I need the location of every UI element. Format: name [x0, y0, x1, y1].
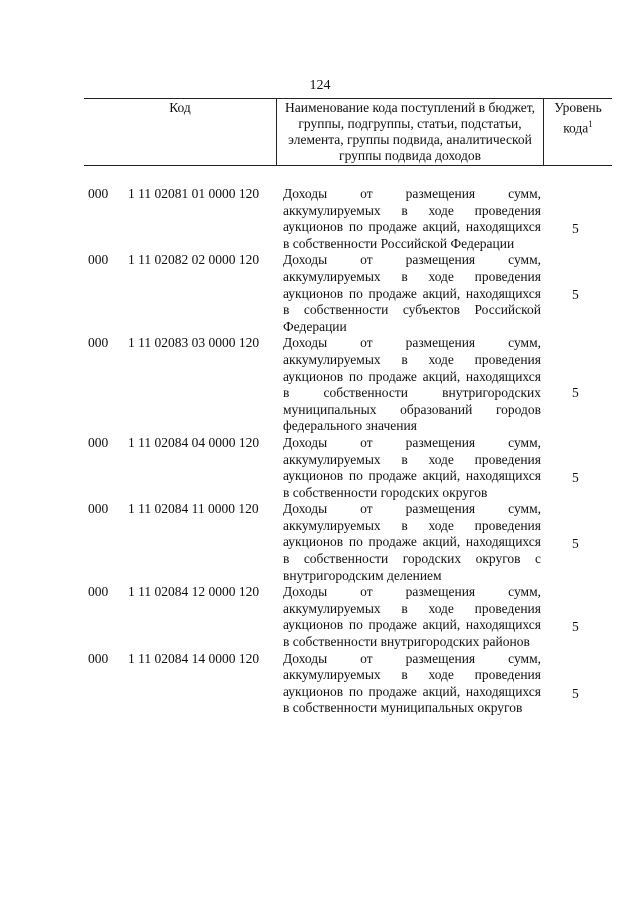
table-row — [84, 501, 612, 584]
row-level: 5 — [572, 685, 579, 701]
table-header — [84, 98, 612, 166]
row-level: 5 — [572, 385, 579, 401]
row-name: Доходы от размещения сумм, аккумулируемых в ходе проведения аукционов по продаже акций, находящихся в собственности муниципальных округов — [283, 650, 541, 716]
header-code: Код — [169, 100, 191, 115]
row-name: Доходы от размещения сумм, аккумулируемых в ходе проведения аукционов по продаже акций, находящихся в собственности внутригородских муниципальных образований городов федерального значения — [283, 335, 541, 434]
row-level: 5 — [572, 221, 579, 236]
page-number: 124 — [309, 78, 331, 93]
row-code: 1 11 02083 03 0000 120 — [128, 335, 260, 351]
row-admin-code: 000 — [88, 434, 109, 450]
row-admin-code: 000 — [88, 252, 109, 268]
row-admin-code: 000 — [88, 186, 109, 201]
row-code: 1 11 02081 01 0000 120 — [128, 186, 260, 201]
header-level-footnote: 1 — [588, 119, 593, 129]
header-level — [544, 99, 612, 166]
table-body — [84, 186, 612, 717]
row-code: 1 11 02082 02 0000 120 — [128, 252, 260, 268]
row-name: Доходы от размещения сумм, аккумулируемых в ходе проведения аукционов по продаже акций, находящихся в собственности городских округов с внутригородским делением — [283, 501, 541, 583]
row-code: 1 11 02084 12 0000 120 — [128, 584, 260, 600]
row-level: 5 — [572, 619, 579, 635]
row-name: Доходы от размещения сумм, аккумулируемых в ходе проведения аукционов по продаже акций, находящихся в собственности субъектов Российской Федерации — [283, 252, 541, 334]
table-row — [84, 335, 612, 435]
table-row — [84, 651, 612, 717]
row-level: 5 — [572, 469, 579, 485]
row-level: 5 — [572, 287, 579, 303]
row-name: Доходы от размещения сумм, аккумулируемых в ходе проведения аукционов по продаже акций, находящихся в собственности Российской Федерации — [283, 186, 541, 251]
table-row — [84, 435, 612, 501]
row-name: Доходы от размещения сумм, аккумулируемых в ходе проведения аукционов по продаже акций, находящихся в собственности городских округов — [283, 434, 541, 500]
row-code: 1 11 02084 14 0000 120 — [128, 650, 260, 666]
header-level-label: Уровень кода — [554, 100, 602, 136]
row-admin-code: 000 — [88, 584, 109, 600]
row-admin-code: 000 — [88, 501, 109, 517]
table-row — [84, 252, 612, 335]
row-admin-code: 000 — [88, 335, 109, 351]
table-row — [84, 584, 612, 650]
row-level: 5 — [572, 536, 579, 552]
row-name: Доходы от размещения сумм, аккумулируемых в ходе проведения аукционов по продаже акций, находящихся в собственности внутригородских районов — [283, 584, 541, 650]
row-code: 1 11 02084 04 0000 120 — [128, 434, 260, 450]
header-name: Наименование кода поступлений в бюджет, группы, подгруппы, статьи, подстатьи, элемента, группы подвида, аналитической группы подвида доходов — [276, 99, 544, 165]
row-admin-code: 000 — [88, 650, 109, 666]
table-row — [84, 186, 612, 252]
row-code: 1 11 02084 11 0000 120 — [128, 501, 259, 517]
